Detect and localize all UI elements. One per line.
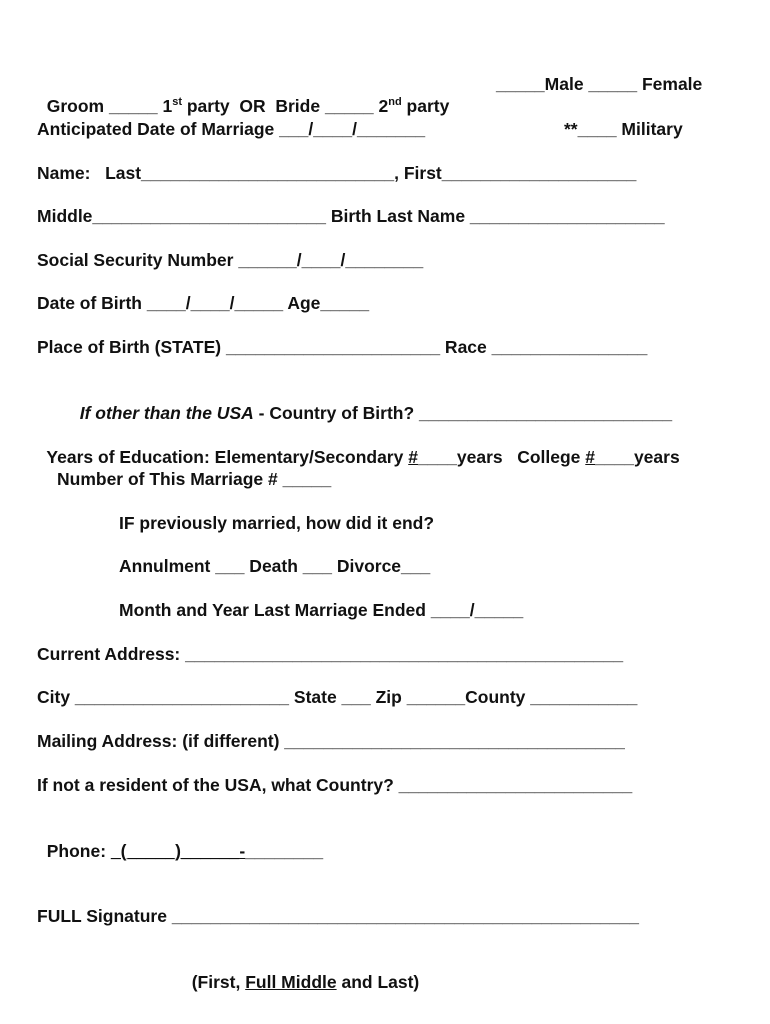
party-or-bride-label[interactable]: party OR Bride _____ 2 (182, 96, 389, 116)
college-hash: # (585, 447, 596, 467)
mailing-address-field[interactable]: Mailing Address: (if different) ___________________________________ (37, 731, 625, 751)
middle-birth-last-name-field[interactable]: Middle________________________ Birth Last Name ____________________ (37, 206, 665, 226)
number-of-marriage-field[interactable]: Number of This Marriage # _____ (57, 469, 332, 489)
social-security-field[interactable]: Social Security Number ______/____/________ (37, 250, 424, 270)
place-of-birth-race-field[interactable]: Place of Birth (STATE) ______________________ Race ________________ (37, 337, 648, 357)
education-label: Years of Education: Elementary/Secondary (46, 447, 409, 467)
military-field[interactable]: **____ Military (564, 119, 683, 139)
country-of-birth-label[interactable]: - Country of Birth? __________________________ (253, 403, 673, 423)
second-superscript: nd (388, 96, 402, 108)
phone-field[interactable] (37, 818, 323, 862)
elementary-years-blank[interactable]: ____years College (417, 447, 586, 467)
phone-label: Phone: (46, 841, 111, 861)
college-years-blank[interactable]: ____years (595, 447, 680, 467)
current-address-field[interactable]: Current Address: _____________________________________________ (37, 644, 624, 664)
last-marriage-ended-field[interactable]: Month and Year Last Marriage Ended ____/_____ (119, 600, 524, 620)
signature-instructions-close: and Last) (336, 972, 420, 992)
name-last-first-field[interactable]: Name: Last__________________________, First____________________ (37, 163, 637, 183)
full-signature-field[interactable]: FULL Signature ________________________________________________ (37, 906, 639, 926)
phone-dash: - (239, 841, 246, 861)
date-of-birth-age-field[interactable]: Date of Birth ____/____/_____ Age_____ (37, 293, 370, 313)
years-of-education-field[interactable] (37, 424, 680, 468)
if-other-than-usa-label: If other than the USA (79, 403, 254, 423)
phone-number-blank[interactable]: ________ (245, 841, 324, 861)
groom-label[interactable]: Groom _____ 1 (46, 96, 173, 116)
gender-field[interactable]: _____Male _____ Female (496, 74, 703, 94)
country-of-birth-field[interactable] (70, 380, 672, 424)
marriage-end-options-field[interactable]: Annulment ___ Death ___ Divorce___ (119, 556, 431, 576)
groom-bride-row (37, 73, 449, 117)
signature-instructions (182, 949, 419, 993)
first-superscript: st (172, 96, 182, 108)
phone-area-code-blank[interactable]: _(_____)______ (110, 841, 240, 861)
signature-instructions-open: (First, (191, 972, 246, 992)
previously-married-question: IF previously married, how did it end? (119, 513, 435, 533)
second-party-label: party (401, 96, 450, 116)
full-middle-label: Full Middle (245, 972, 337, 992)
elementary-hash: # (408, 447, 418, 467)
anticipated-date-field[interactable]: Anticipated Date of Marriage ___/____/_______ (37, 119, 426, 139)
city-state-zip-county-field[interactable]: City ______________________ State ___ Zip ______County ___________ (37, 687, 638, 707)
non-resident-country-field[interactable]: If not a resident of the USA, what Country? ________________________ (37, 775, 633, 795)
